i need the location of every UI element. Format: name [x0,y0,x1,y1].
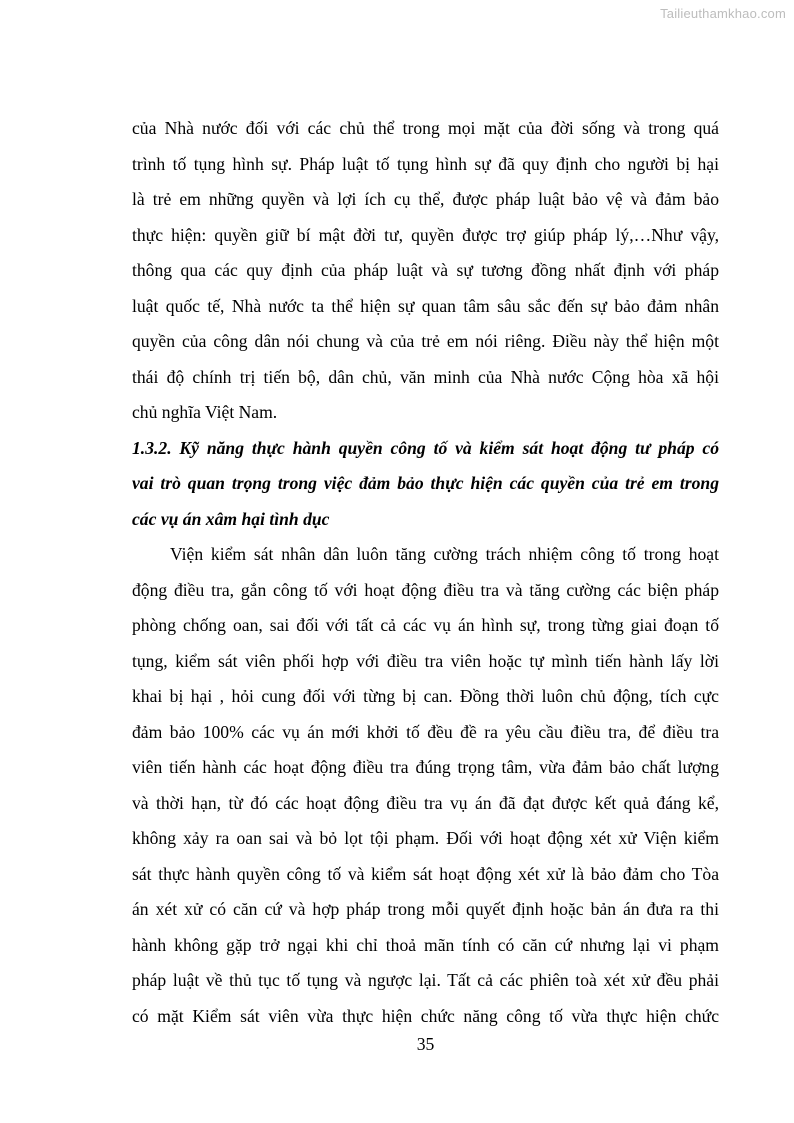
text-line: thông qua các quy định của pháp luật và sự tương đồng nhất định với pháp [132,260,719,280]
text-line: Viện kiểm sát nhân dân luôn tăng cường trách nhiệm công tố trong hoạt [170,544,719,564]
text-line: tụng, kiểm sát viên phối hợp với điều tra viên hoặc tự mình tiến hành lấy lời [132,650,719,671]
text-line: sát thực hành quyền công tố và kiểm sát hoạt động xét xử là bảo đảm cho Tòa [132,863,719,884]
text-line: có mặt Kiểm sát viên vừa thực hiện chức năng công tố vừa thực hiện chức [132,1005,719,1026]
heading-line: vai trò quan trọng trong việc đảm bảo thực hiện các quyền của trẻ em trong [132,473,719,493]
text-line: án xét xử có căn cứ và hợp pháp trong mỗi quyết định hoặc bản án đưa ra thi [132,899,719,919]
text-line: trình tố tụng hình sự. Pháp luật tố tụng hình sự đã quy định cho người bị hại [132,153,719,174]
text-line: pháp luật về thủ tục tố tụng và ngược lại. Tất cả các phiên toà xét xử đều phải [132,970,719,990]
text-line: động điều tra, gắn công tố với hoạt động điều tra và tăng cường các biện pháp [132,579,719,600]
heading-line: 1.3.2. Kỹ năng thực hành quyền công tố và kiểm sát hoạt động tư pháp có [132,437,719,458]
text-line: khai bị hại , hỏi cung đối với từng bị can. Đồng thời luôn chủ động, tích cực [132,686,719,706]
text-line: luật quốc tế, Nhà nước ta thể hiện sự quan tâm sâu sắc đến sự bảo đảm nhân [132,295,719,316]
text-line: thái độ chính trị tiến bộ, dân chủ, văn minh của Nhà nước Cộng hòa xã hội [132,366,719,387]
paragraph-vien-kiem-sat [132,537,719,1034]
text-line: và thời hạn, từ đó các hoạt động điều tra vụ án đã đạt được kết quả đáng kể, [132,792,719,813]
heading-line: các vụ án xâm hại tình dục [132,508,330,529]
document-body [132,111,719,1034]
page-number: 35 [416,1034,435,1054]
section-heading-1-3-2 [132,431,719,538]
text-line: viên tiến hành các hoạt động điều tra đúng trọng tâm, vừa đảm bảo chất lượng [132,757,719,777]
text-line: không xảy ra oan sai và bỏ lọt tội phạm. Đối với hoạt động xét xử Viện kiểm [132,828,719,848]
text-line: quyền của công dân nói chung và của trẻ em nói riêng. Điều này thể hiện một [132,331,719,351]
text-line: của Nhà nước đối với các chủ thể trong mọi mặt của đời sống và trong quá [132,118,719,138]
text-line: chủ nghĩa Việt Nam. [132,402,278,422]
paragraph-nha-nuoc [132,111,719,431]
text-line: thực hiện: quyền giữ bí mật đời tư, quyền được trợ giúp pháp lý,…Như vậy, [132,224,719,245]
text-line: đảm bảo 100% các vụ án mới khởi tố đều đề ra yêu cầu điều tra, để điều tra [132,721,719,742]
text-line: là trẻ em những quyền và lợi ích cụ thể, được pháp luật bảo vệ và đảm bảo [132,189,719,209]
text-line: hành không gặp trở ngại khi chỉ thoả mãn tính có căn cứ nhưng lại vi phạm [132,934,719,955]
site-watermark: Tailieuthamkhao.com [660,6,786,21]
text-line: phòng chống oan, sai đối với tất cả các vụ án hình sự, trong từng giai đoạn tố [132,615,719,635]
